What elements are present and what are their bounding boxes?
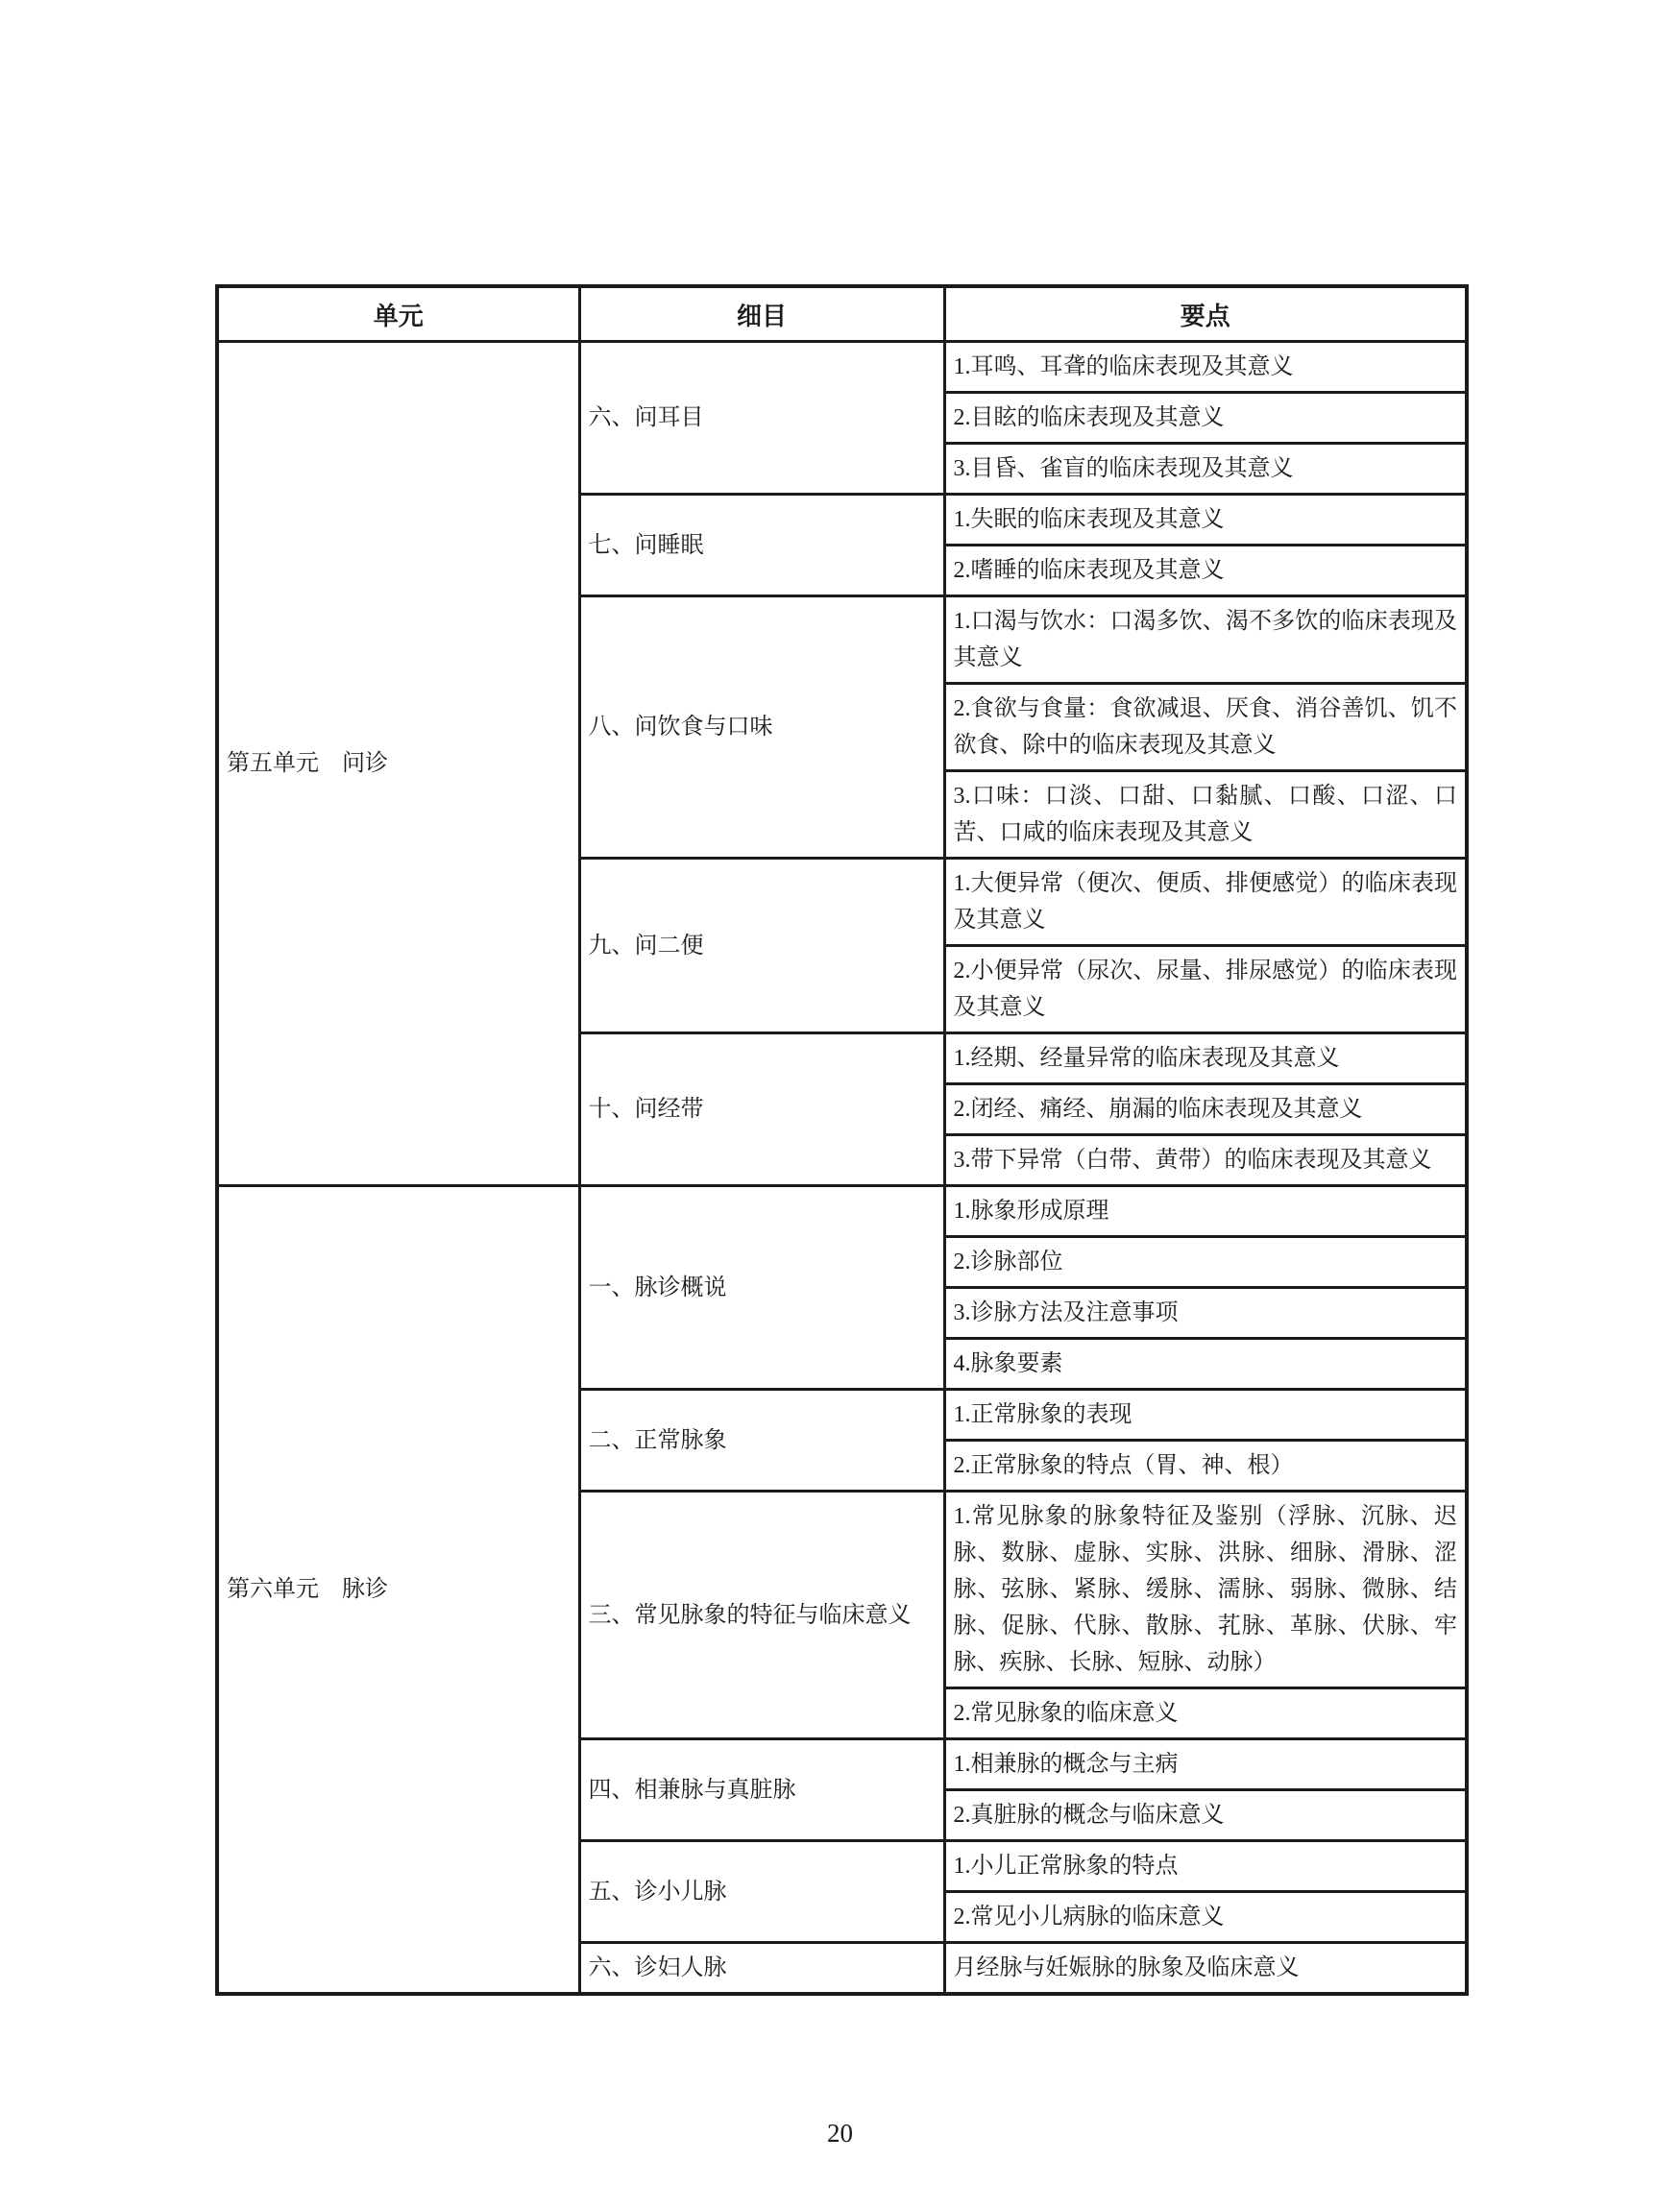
point-cell: 1.正常脉象的表现 — [944, 1390, 1467, 1441]
point-cell: 2.小便异常（尿次、尿量、排尿感觉）的临床表现及其意义 — [944, 946, 1467, 1033]
item-cell: 五、诊小儿脉 — [579, 1841, 944, 1943]
col-header-unit: 单元 — [217, 286, 579, 342]
point-cell: 2.常见小儿病脉的临床意义 — [944, 1892, 1467, 1943]
point-cell: 1.失眠的临床表现及其意义 — [944, 495, 1467, 546]
point-cell: 1.脉象形成原理 — [944, 1186, 1467, 1237]
item-cell: 十、问经带 — [579, 1033, 944, 1186]
point-cell: 1.常见脉象的脉象特征及鉴别（浮脉、沉脉、迟脉、数脉、虚脉、实脉、洪脉、细脉、滑脉、涩脉、弦脉、紧脉、缓脉、濡脉、弱脉、微脉、结脉、促脉、代脉、散脉、芤脉、革脉、伏脉、牢脉、疾脉、长脉、短脉、动脉） — [944, 1492, 1467, 1688]
point-cell: 2.闭经、痛经、崩漏的临床表现及其意义 — [944, 1084, 1467, 1135]
point-cell: 1.小儿正常脉象的特点 — [944, 1841, 1467, 1892]
item-cell: 七、问睡眠 — [579, 495, 944, 596]
item-cell: 三、常见脉象的特征与临床意义 — [579, 1492, 944, 1739]
point-cell: 3.目昏、雀盲的临床表现及其意义 — [944, 444, 1467, 495]
page-number: 20 — [827, 2119, 853, 2148]
item-cell: 一、脉诊概说 — [579, 1186, 944, 1390]
point-cell: 3.诊脉方法及注意事项 — [944, 1288, 1467, 1339]
item-cell: 六、问耳目 — [579, 342, 944, 495]
item-cell: 六、诊妇人脉 — [579, 1943, 944, 1995]
point-cell: 3.口味：口淡、口甜、口黏腻、口酸、口涩、口苦、口咸的临床表现及其意义 — [944, 771, 1467, 859]
point-cell: 2.正常脉象的特点（胃、神、根） — [944, 1441, 1467, 1492]
point-cell: 2.食欲与食量：食欲减退、厌食、消谷善饥、饥不欲食、除中的临床表现及其意义 — [944, 684, 1467, 771]
item-cell: 九、问二便 — [579, 859, 944, 1033]
point-cell: 1.耳鸣、耳聋的临床表现及其意义 — [944, 342, 1467, 393]
item-cell: 二、正常脉象 — [579, 1390, 944, 1492]
point-cell: 2.目眩的临床表现及其意义 — [944, 393, 1467, 444]
point-cell: 2.嗜睡的临床表现及其意义 — [944, 546, 1467, 596]
point-cell: 3.带下异常（白带、黄带）的临床表现及其意义 — [944, 1135, 1467, 1186]
point-cell: 1.口渴与饮水：口渴多饮、渴不多饮的临床表现及其意义 — [944, 596, 1467, 684]
col-header-item: 细目 — [579, 286, 944, 342]
col-header-points: 要点 — [944, 286, 1467, 342]
table-row — [217, 342, 1467, 393]
point-cell: 1.相兼脉的概念与主病 — [944, 1739, 1467, 1790]
point-cell: 1.经期、经量异常的临床表现及其意义 — [944, 1033, 1467, 1084]
point-cell: 4.脉象要素 — [944, 1339, 1467, 1390]
header-row — [217, 286, 1467, 342]
point-cell: 2.诊脉部位 — [944, 1237, 1467, 1288]
point-cell: 2.常见脉象的临床意义 — [944, 1688, 1467, 1739]
unit-cell: 第五单元 问诊 — [217, 342, 579, 1186]
item-cell: 四、相兼脉与真脏脉 — [579, 1739, 944, 1841]
syllabus-table — [215, 284, 1469, 1996]
point-cell: 2.真脏脉的概念与临床意义 — [944, 1790, 1467, 1841]
unit-cell: 第六单元 脉诊 — [217, 1186, 579, 1995]
point-cell: 月经脉与妊娠脉的脉象及临床意义 — [944, 1943, 1467, 1995]
item-cell: 八、问饮食与口味 — [579, 596, 944, 859]
table-row — [217, 1186, 1467, 1237]
syllabus-table-body — [217, 342, 1467, 1995]
point-cell: 1.大便异常（便次、便质、排便感觉）的临床表现及其意义 — [944, 859, 1467, 946]
